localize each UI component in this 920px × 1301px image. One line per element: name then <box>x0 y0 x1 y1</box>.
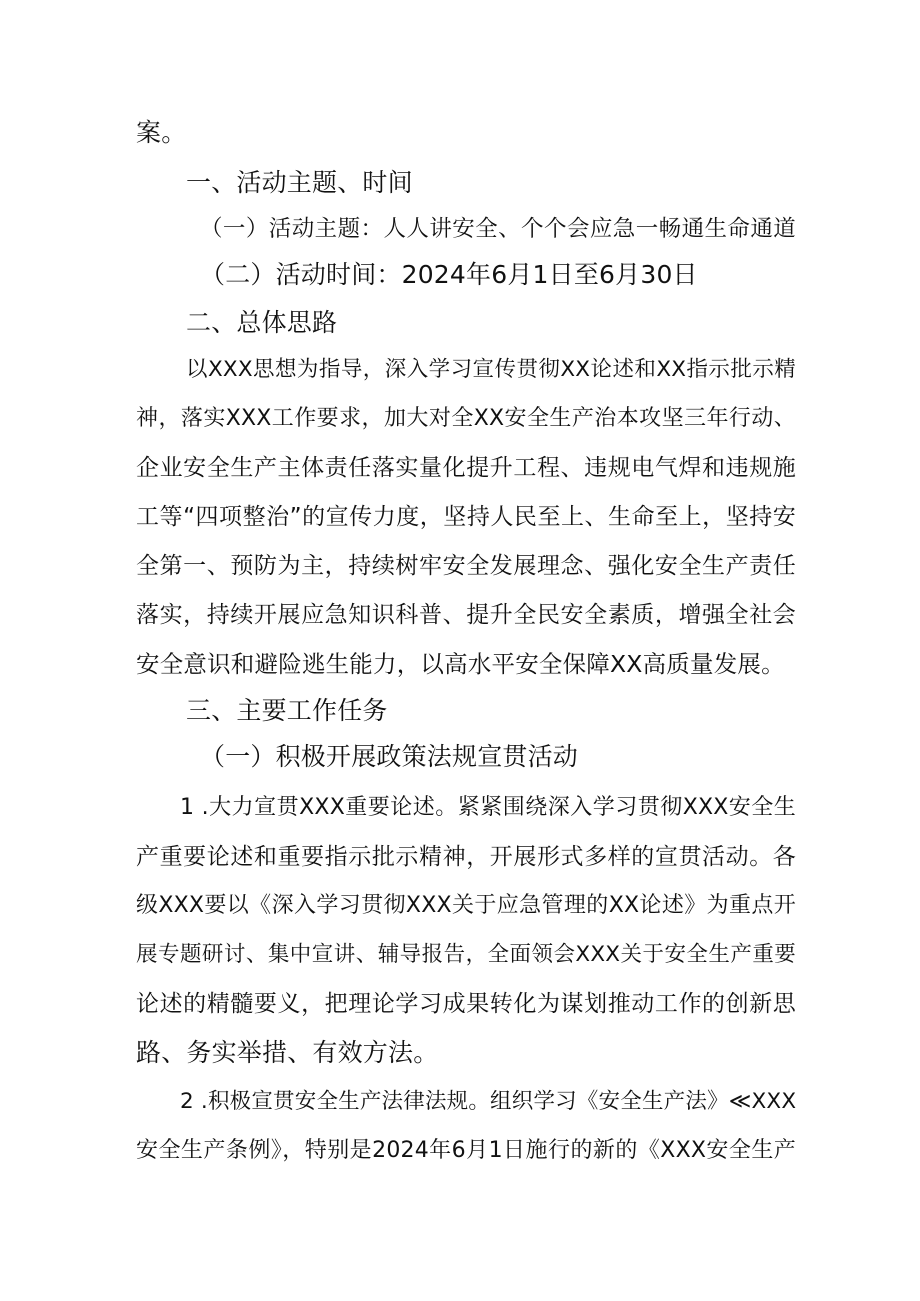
paragraph-line: 全第一、预防为主，持续树牢安全发展理念、强化安全生产责任 <box>136 553 796 579</box>
paragraph-line: 工等“四项整治”的宣传力度，坚持人民至上、生命至上，坚持安 <box>136 504 796 530</box>
paragraph-line: 产重要论述和重要指示批示精神，开展形式多样的宣贯活动。各 <box>136 844 796 870</box>
paragraph-line: 安全生产条例》，特别是2024年6月1日施行的新的《XXX安全生产 <box>136 1138 796 1163</box>
section-heading: 三、主要工作任务 <box>186 696 388 725</box>
paragraph-line: 级XXX要以《深入学习贯彻XXX关于应急管理的XX论述》为重点开 <box>136 893 796 918</box>
paragraph-line: 以XXX思想为指导，深入学习宣传贯彻XX论述和XX指示批示精 <box>186 357 796 382</box>
text-line: 案。 <box>136 118 187 147</box>
paragraph-line: 路、务实举措、有效方法。 <box>136 1038 439 1067</box>
section-heading: 二、总体思路 <box>186 308 338 337</box>
section-heading: 一、活动主题、时间 <box>186 168 413 197</box>
subsection-line: （一）活动主题：人人讲安全、个个会应急一畅通生命通道 <box>200 216 796 242</box>
paragraph-line: 论述的精髓要义，把理论学习成果转化为谋划推动工作的创新思 <box>136 991 796 1017</box>
paragraph-line: 神，落实XXX工作要求，加大对全XX安全生产治本攻坚三年行动、 <box>136 406 796 431</box>
paragraph-line: 2 .积极宣贯安全生产法律法规。组织学习《安全生产法》≪XXX <box>180 1089 797 1114</box>
paragraph-line: 安全意识和避险逃生能力，以高水平安全保障XX高质量发展。 <box>136 650 785 678</box>
paragraph-line: 展专题研讨、集中宣讲、辅导报告，全面领会XXX关于安全生产重要 <box>136 942 796 967</box>
subsection-heading: （一）积极开展政策法规宣贯活动 <box>200 742 579 771</box>
subsection-line: （二）活动时间：2024年6月1日至6月30日 <box>200 260 698 289</box>
paragraph-line: 落实，持续开展应急知识科普、提升全民安全素质，增强全社会 <box>136 602 796 628</box>
paragraph-line: 1 .大力宣贯XXX重要论述。紧紧围绕深入学习贯彻XXX安全生 <box>180 795 796 820</box>
paragraph-line: 企业安全生产主体责任落实量化提升工程、违规电气焊和违规施 <box>136 455 796 481</box>
